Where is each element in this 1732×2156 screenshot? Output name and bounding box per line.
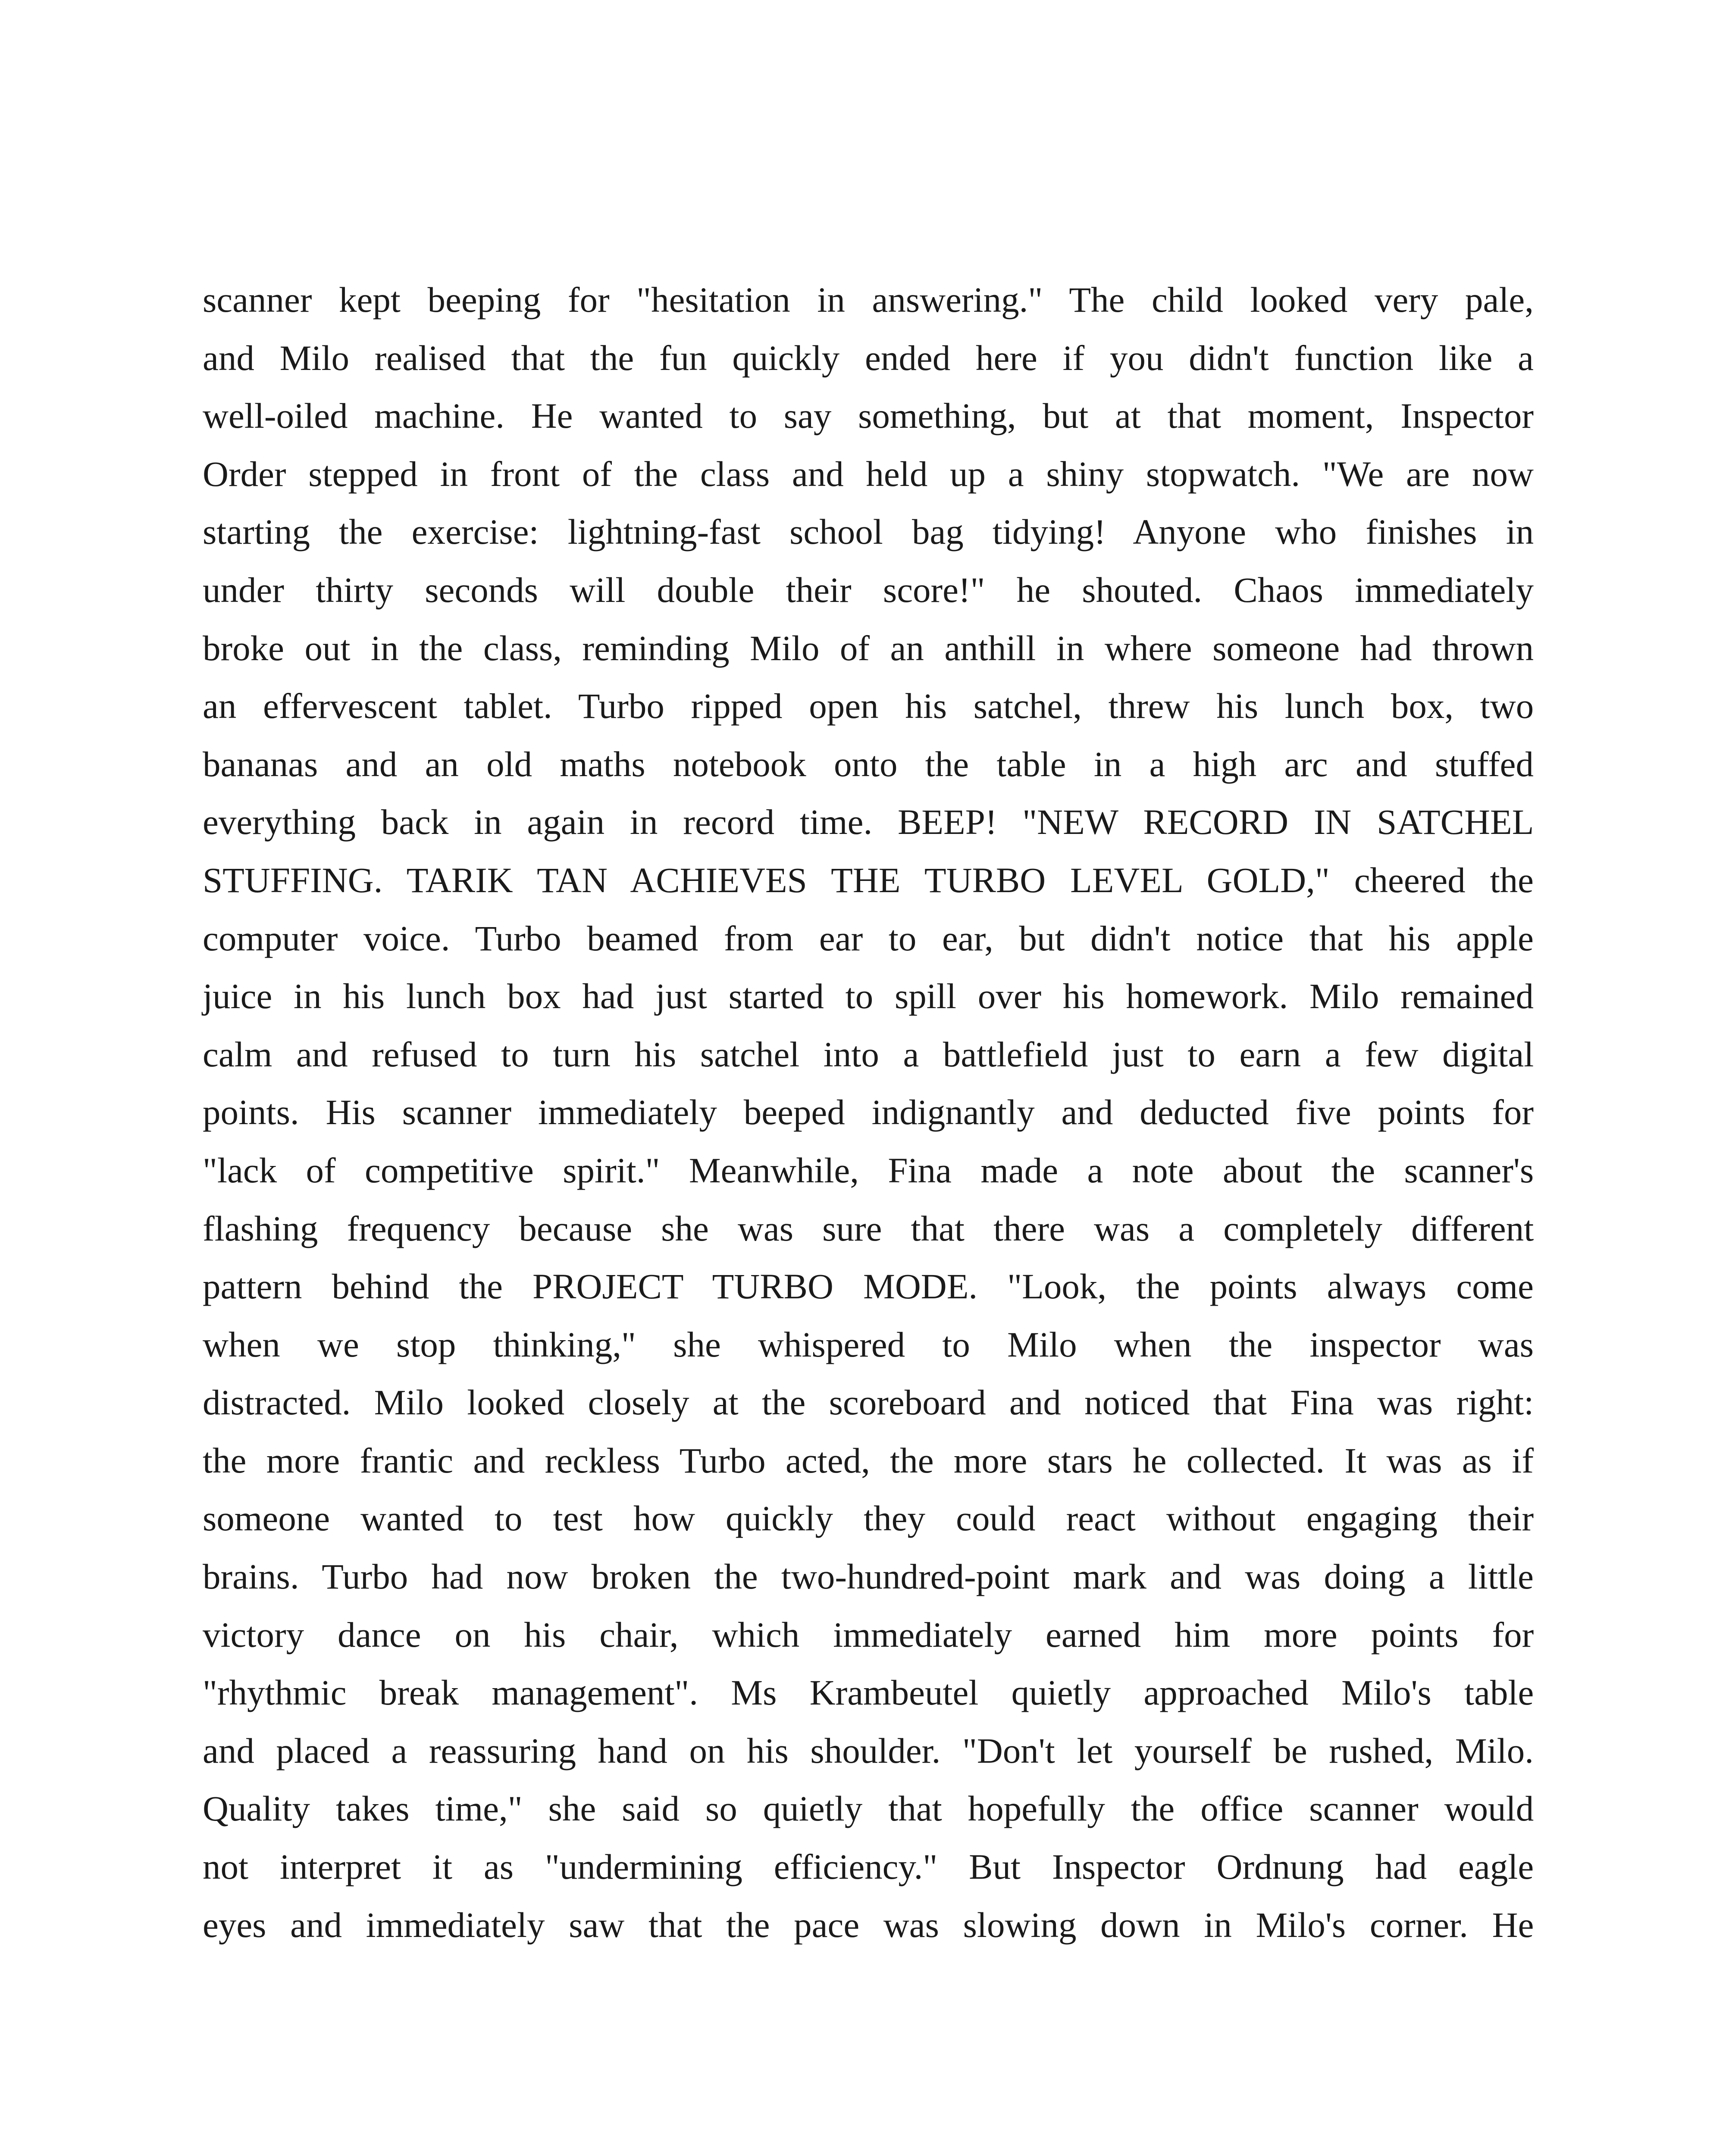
text-line: scanner kept beeping for "hesitation in answering." The child looked very pale, <box>203 280 1534 320</box>
text-line: broke out in the class, reminding Milo of an anthill in where someone had thrown <box>203 628 1534 668</box>
text-line: under thirty seconds will double their score!" he shouted. Chaos immediately <box>203 570 1534 610</box>
text-line: brains. Turbo had now broken the two-hundred-point mark and was doing a little <box>203 1557 1534 1597</box>
text-line: STUFFING. TARIK TAN ACHIEVES THE TURBO LEVEL GOLD," cheered the <box>203 860 1534 900</box>
text-line: an effervescent tablet. Turbo ripped open his satchel, threw his lunch box, two <box>203 686 1534 726</box>
text-line: not interpret it as "undermining efficiency." But Inspector Ordnung had eagle <box>203 1847 1534 1887</box>
text-line: pattern behind the PROJECT TURBO MODE. "Look, the points always come <box>203 1266 1534 1307</box>
text-line: juice in his lunch box had just started to spill over his homework. Milo remained <box>203 976 1534 1016</box>
text-line: points. His scanner immediately beeped indignantly and deducted five points for <box>203 1092 1534 1132</box>
text-line: when we stop thinking," she whispered to Milo when the inspector was <box>203 1324 1534 1364</box>
text-line: Quality takes time," she said so quietly that hopefully the office scanner would <box>203 1789 1534 1829</box>
text-line: computer voice. Turbo beamed from ear to ear, but didn't notice that his apple <box>203 918 1534 958</box>
text-line: and Milo realised that the fun quickly ended here if you didn't function like a <box>203 338 1534 378</box>
text-line: the more frantic and reckless Turbo acted, the more stars he collected. It was as if <box>203 1440 1534 1480</box>
text-line: "rhythmic break management". Ms Krambeutel quietly approached Milo's table <box>203 1673 1534 1713</box>
text-line: someone wanted to test how quickly they could react without engaging their <box>203 1498 1534 1539</box>
body-text <box>203 271 1534 1954</box>
text-line: Order stepped in front of the class and held up a shiny stopwatch. "We are now <box>203 454 1534 494</box>
text-line: everything back in again in record time. BEEP! "NEW RECORD IN SATCHEL <box>203 802 1534 842</box>
text-line: victory dance on his chair, which immediately earned him more points for <box>203 1614 1534 1655</box>
text-line: bananas and an old maths notebook onto the table in a high arc and stuffed <box>203 744 1534 784</box>
text-line: calm and refused to turn his satchel into a battlefield just to earn a few digital <box>203 1034 1534 1074</box>
text-line: "lack of competitive spirit." Meanwhile, Fina made a note about the scanner's <box>203 1150 1534 1190</box>
text-line: eyes and immediately saw that the pace was slowing down in Milo's corner. He <box>203 1905 1534 1945</box>
text-line: well-oiled machine. He wanted to say something, but at that moment, Inspector <box>203 396 1534 436</box>
text-line: and placed a reassuring hand on his shoulder. "Don't let yourself be rushed, Milo. <box>203 1730 1534 1771</box>
text-line: starting the exercise: lightning-fast school bag tidying! Anyone who finishes in <box>203 512 1534 552</box>
text-line: distracted. Milo looked closely at the scoreboard and noticed that Fina was right: <box>203 1382 1534 1423</box>
text-line: flashing frequency because she was sure that there was a completely different <box>203 1208 1534 1248</box>
